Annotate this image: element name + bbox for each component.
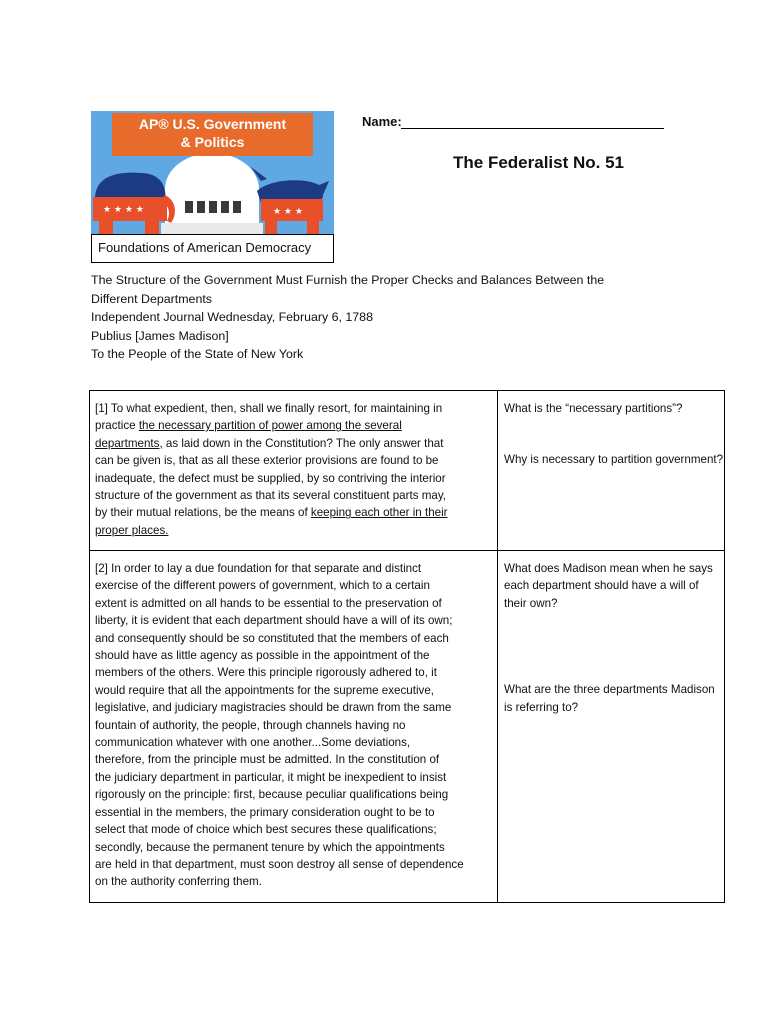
document-intro (91, 271, 691, 364)
passage-line: communication whatever with one another...Some deviations, (95, 736, 411, 750)
logo-caption-box (91, 234, 334, 263)
logo-caption: Foundations of American Democracy (98, 240, 312, 255)
passage-line: exercise of the different powers of government, which to a certain (95, 579, 430, 593)
passage-text: by their mutual relations, be the means of (95, 506, 311, 520)
passage-line: select that mode of choice which best secures these qualifications; (95, 823, 437, 837)
underlined-text: the necessary partition of power among the several (138, 419, 402, 433)
passage-line: rigorously on the principle: first, because peculiar qualifications being (95, 788, 449, 802)
underlined-text: departments, (95, 436, 163, 450)
svg-text:★ ★ ★ ★: ★ ★ ★ ★ (103, 205, 144, 215)
passage-line: [2] In order to lay a due foundation for that separate and distinct (95, 562, 422, 575)
passage-line: [1] To what expedient, then, shall we finally resort, for maintaining in (95, 402, 443, 415)
reading-table (89, 390, 725, 903)
passage-line (95, 522, 497, 539)
passage-line (95, 435, 497, 452)
question-1a: What is the “necessary partitions”? (504, 402, 683, 415)
table-row (90, 391, 725, 551)
passage-line: legislative, and judiciary magistracies should be drawn from the same (95, 701, 452, 715)
passage-line: essential in the members, the primary consideration ought to be to (95, 805, 435, 819)
document-title: The Federalist No. 51 (453, 153, 624, 172)
passage-line: secondly, because the permanent tenure by which the appointments (95, 840, 445, 854)
passage-line: would require that all the appointments for the supreme executive, (95, 683, 434, 697)
question-cell-1 (498, 391, 725, 551)
passage-line: members of the others. Were this principle rigorously adhered to, it (95, 666, 437, 680)
passage-line: extent is admitted on all hands to be essential to the preservation of (95, 596, 442, 610)
passage-cell-1 (90, 391, 498, 551)
passage-text: practice (95, 419, 139, 433)
passage-line: can be given is, that as all these exterior provisions are found to be (95, 454, 439, 468)
intro-addressee: To the People of the State of New York (91, 347, 304, 362)
passage-line: therefore, from the principle must be admitted. In the constitution of (95, 753, 440, 767)
intro-author: Publius [James Madison] (91, 328, 229, 343)
name-label: Name: (362, 114, 402, 129)
question-2a: What does Madison mean when he says each department should have a will of their own? (504, 562, 713, 610)
name-blank-line[interactable] (401, 128, 664, 129)
elephant-body (95, 173, 165, 199)
passage-line: are held in that department, must soon destroy all sense of dependence (95, 857, 464, 871)
passage-line: fountain of authority, the people, through channels having no (95, 718, 406, 732)
passage-line: structure of the government as that its several constituent parts may, (95, 489, 446, 503)
passage-line: inadequate, the defect must be supplied, by so contriving the interior (95, 471, 446, 485)
intro-subtitle-line2: Different Departments (91, 291, 212, 306)
table-row (90, 551, 725, 903)
course-logo (91, 111, 334, 263)
passage-line (95, 417, 497, 434)
passage-line: and consequently should be so constituted that the members of each (95, 631, 449, 645)
svg-text:★ ★ ★: ★ ★ ★ (273, 207, 303, 217)
passage-line: liberty, it is evident that each department should have a will of its own; (95, 614, 453, 628)
passage-line (95, 504, 497, 521)
passage-line: should have as little agency as possible in the appointment of the (95, 649, 430, 663)
passage-line: the judiciary department in particular, it might be inexpedient to insist (95, 770, 447, 784)
logo-title-banner (112, 113, 313, 156)
logo-title-line2: & Politics (180, 134, 245, 150)
logo-illustration (91, 111, 334, 235)
question-1b: Why is necessary to partition government? (504, 453, 724, 467)
passage-text: as laid down in the Constitution? The only answer that (162, 436, 444, 450)
underlined-text: proper places. (95, 523, 169, 537)
question-cell-2 (498, 551, 725, 903)
intro-publication: Independent Journal Wednesday, February 6, 1788 (91, 310, 373, 325)
question-2b: What are the three departments Madison is referring to? (504, 683, 715, 714)
underlined-text: keeping each other in their (310, 506, 448, 520)
passage-line: on the authority conferring them. (95, 875, 262, 889)
intro-subtitle-line1: The Structure of the Government Must Furnish the Proper Checks and Balances Between the (91, 273, 605, 287)
logo-title-line1: AP® U.S. Government (138, 116, 287, 132)
passage-cell-2 (90, 551, 498, 903)
